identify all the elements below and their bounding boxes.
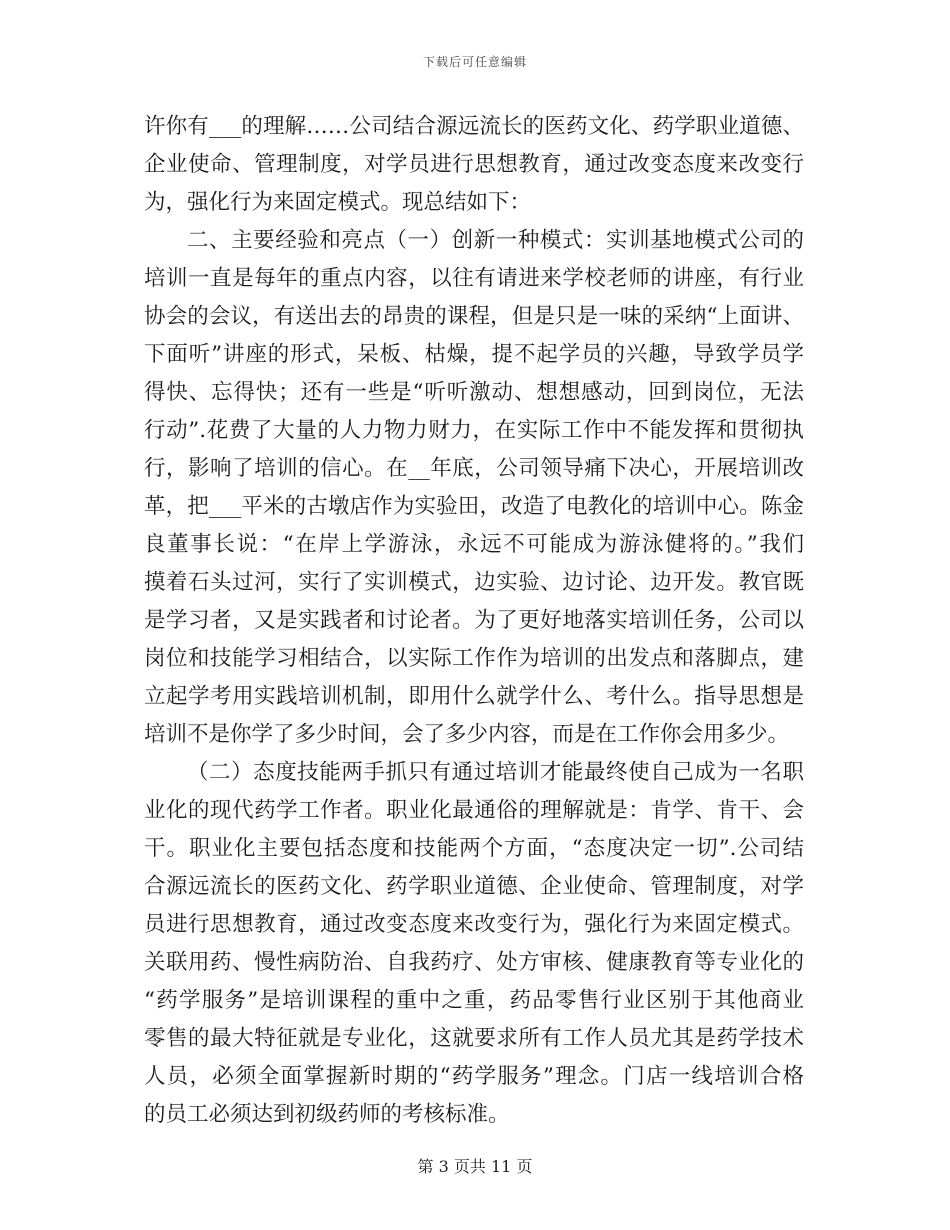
body-line: 下面听”讲座的形式，呆板、枯燥，提不起学员的兴趣，导致学员学	[144, 342, 804, 367]
body-line: 立起学考用实践培训机制，即用什么就学什么、考什么。指导思想是	[144, 684, 804, 709]
body-line: 是学习者，又是实践者和讨论者。为了更好地落实培训任务，公司以	[144, 608, 804, 633]
paragraph-start-line: （二）态度技能两手抓只有通过培训才能最终使自己成为一名职	[187, 760, 804, 785]
body-line: 许你有___的理解……公司结合源远流长的医药文化、药学职业道德、	[144, 114, 804, 139]
body-line: 培训不是你学了多少时间，会了多少内容，而是在工作你会用多少。	[144, 722, 790, 747]
body-line: 干。职业化主要包括态度和技能两个方面，“态度决定一切”.公司结	[144, 836, 804, 861]
body-line: 革，把___平米的古墩店作为实验田，改造了电教化的培训中心。陈金	[144, 494, 804, 519]
body-line: 协会的会议，有送出去的昂贵的课程，但是只是一味的采纳“上面讲、	[144, 304, 804, 329]
body-line: 培训一直是每年的重点内容，以往有请进来学校老师的讲座，有行业	[144, 266, 804, 291]
body-line: 岗位和技能学习相结合，以实际工作作为培训的出发点和落脚点，建	[144, 646, 804, 671]
body-line: 的员工必须达到初级药师的考核标准。	[144, 1102, 510, 1127]
body-line: 零售的最大特征就是专业化，这就要求所有工作人员尤其是药学技术	[144, 1026, 804, 1051]
body-line: 员进行思想教育，通过改变态度来改变行为，强化行为来固定模式。	[144, 912, 804, 937]
page-number: 第 3 页共 11 页	[417, 1157, 533, 1176]
page-header: 下载后可任意编辑	[422, 55, 527, 69]
body-line: 行，影响了培训的信心。在__年底，公司领导痛下决心，开展培训改	[144, 456, 804, 481]
body-line: 关联用药、慢性病防治、自我药疗、处方审核、健康教育等专业化的	[144, 950, 804, 975]
body-line: 良董事长说：“在岸上学游泳，永远不可能成为游泳健将的。”我们	[144, 532, 804, 557]
paragraph-start-line: 二、主要经验和亮点（一）创新一种模式：实训基地模式公司的	[187, 228, 804, 253]
body-line: 人员，必须全面掌握新时期的“药学服务”理念。门店一线培训合格	[144, 1064, 804, 1089]
body-line: 企业使命、管理制度，对学员进行思想教育，通过改变态度来改变行	[144, 152, 804, 177]
body-line: 业化的现代药学工作者。职业化最通俗的理解就是：肯学、肯干、会	[144, 798, 804, 823]
body-line: 为，强化行为来固定模式。现总结如下：	[144, 190, 532, 215]
body-line: 摸着石头过河，实行了实训模式，边实验、边讨论、边开发。教官既	[144, 570, 804, 595]
body-line: 行动”.花费了大量的人力物力财力，在实际工作中不能发挥和贯彻执	[144, 418, 804, 443]
body-line: 合源远流长的医药文化、药学职业道德、企业使命、管理制度，对学	[144, 874, 804, 899]
document-body	[144, 108, 804, 1134]
body-line: 得快、忘得快；还有一些是“听听激动、想想感动，回到岗位，无法	[144, 380, 804, 405]
body-line: “药学服务”是培训课程的重中之重，药品零售行业区别于其他商业	[144, 988, 804, 1013]
